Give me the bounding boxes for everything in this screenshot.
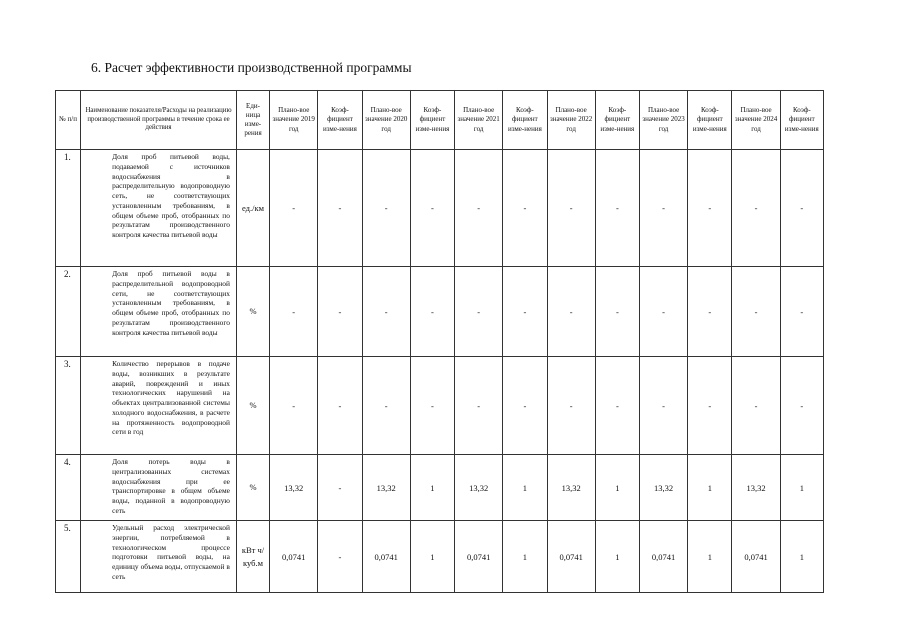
header-plan-0: Плано-вое значение 2019 год bbox=[270, 91, 318, 150]
header-name: Наименование показателя/Расходы на реализацию производственной программы в течение срока ее действия bbox=[81, 91, 237, 150]
coef-cell: 1 bbox=[688, 455, 732, 521]
coef-cell: 1 bbox=[410, 521, 454, 593]
plan-value-cell: - bbox=[270, 150, 318, 267]
coef-cell: 1 bbox=[595, 521, 639, 593]
coef-cell: 1 bbox=[410, 455, 454, 521]
efficiency-table bbox=[55, 90, 824, 593]
coef-cell: - bbox=[318, 357, 362, 455]
plan-value-cell: 0,0741 bbox=[547, 521, 595, 593]
coef-cell: 1 bbox=[688, 521, 732, 593]
coef-cell: - bbox=[503, 150, 547, 267]
coef-cell: - bbox=[503, 267, 547, 357]
plan-value-cell: - bbox=[639, 357, 687, 455]
coef-cell: - bbox=[410, 267, 454, 357]
plan-value-cell: - bbox=[547, 150, 595, 267]
plan-value-cell: 0,0741 bbox=[362, 521, 410, 593]
coef-cell: - bbox=[595, 357, 639, 455]
row-number: 3. bbox=[56, 357, 81, 455]
coef-cell: - bbox=[318, 267, 362, 357]
coef-cell: - bbox=[688, 267, 732, 357]
unit-cell: кВт ч/куб.м bbox=[236, 521, 269, 593]
coef-cell: - bbox=[688, 357, 732, 455]
plan-value-cell: 13,32 bbox=[732, 455, 780, 521]
plan-value-cell: - bbox=[362, 357, 410, 455]
header-coef-5: Коэф-фициент изме-нения bbox=[780, 91, 823, 150]
plan-value-cell: - bbox=[732, 357, 780, 455]
coef-cell: - bbox=[595, 150, 639, 267]
indicator-name: Удельный расход электрической энергии, потребляемой в технологическом процессе подготовки питьевой воды, на единицу объема воды, отпускаемой в сеть bbox=[81, 521, 237, 593]
table-row bbox=[56, 357, 824, 455]
header-coef-1: Коэф-фициент изме-нения bbox=[410, 91, 454, 150]
plan-value-cell: 13,32 bbox=[639, 455, 687, 521]
plan-value-cell: 0,0741 bbox=[455, 521, 503, 593]
coef-cell: - bbox=[503, 357, 547, 455]
header-coef-0: Коэф-фициент изме-нения bbox=[318, 91, 362, 150]
header-coef-4: Коэф-фициент изме-нения bbox=[688, 91, 732, 150]
coef-cell: - bbox=[780, 357, 823, 455]
indicator-name: Доля проб питьевой воды, подаваемой с источников водоснабжения в распределительную водопроводную сеть, не соответствующих установленным требованиям, в общем объеме проб, отобранных по результатам производственного контроля качества питьевой воды bbox=[81, 150, 237, 267]
plan-value-cell: - bbox=[732, 267, 780, 357]
row-number: 4. bbox=[56, 455, 81, 521]
plan-value-cell: 13,32 bbox=[455, 455, 503, 521]
plan-value-cell: 0,0741 bbox=[270, 521, 318, 593]
header-plan-5: Плано-вое значение 2024 год bbox=[732, 91, 780, 150]
plan-value-cell: - bbox=[270, 357, 318, 455]
header-plan-4: Плано-вое значение 2023 год bbox=[639, 91, 687, 150]
plan-value-cell: - bbox=[362, 150, 410, 267]
coef-cell: - bbox=[780, 267, 823, 357]
row-number: 1. bbox=[56, 150, 81, 267]
plan-value-cell: 13,32 bbox=[547, 455, 595, 521]
coef-cell: - bbox=[318, 150, 362, 267]
indicator-name: Доля проб питьевой воды в распределительной водопроводной сети, не соответствующих установленным требованиям, в общем объеме проб, отобранных по результатам производственного контроля качества питьевой воды bbox=[81, 267, 237, 357]
plan-value-cell: - bbox=[455, 150, 503, 267]
coef-cell: - bbox=[595, 267, 639, 357]
table-row bbox=[56, 150, 824, 267]
header-plan-1: Плано-вое значение 2020 год bbox=[362, 91, 410, 150]
table-header-row bbox=[56, 91, 824, 150]
coef-cell: 1 bbox=[503, 455, 547, 521]
plan-value-cell: - bbox=[362, 267, 410, 357]
header-plan-3: Плано-вое значение 2022 год bbox=[547, 91, 595, 150]
coef-cell: - bbox=[688, 150, 732, 267]
plan-value-cell: - bbox=[455, 357, 503, 455]
plan-value-cell: - bbox=[639, 267, 687, 357]
coef-cell: - bbox=[780, 150, 823, 267]
plan-value-cell: - bbox=[547, 267, 595, 357]
plan-value-cell: - bbox=[732, 150, 780, 267]
unit-cell: % bbox=[236, 455, 269, 521]
coef-cell: - bbox=[410, 357, 454, 455]
plan-value-cell: - bbox=[547, 357, 595, 455]
table-row bbox=[56, 455, 824, 521]
plan-value-cell: 13,32 bbox=[270, 455, 318, 521]
coef-cell: 1 bbox=[780, 455, 823, 521]
coef-cell: 1 bbox=[780, 521, 823, 593]
coef-cell: - bbox=[318, 455, 362, 521]
indicator-name: Количество перерывов в подаче воды, возникших в результате аварий, повреждений и иных технологических нарушений на объектах централизованной системы холодного водоснабжения, в расчете на протяженность водопроводной сети в год bbox=[81, 357, 237, 455]
plan-value-cell: - bbox=[270, 267, 318, 357]
header-plan-2: Плано-вое значение 2021 год bbox=[455, 91, 503, 150]
row-number: 2. bbox=[56, 267, 81, 357]
unit-cell: % bbox=[236, 357, 269, 455]
table-row bbox=[56, 521, 824, 593]
plan-value-cell: 13,32 bbox=[362, 455, 410, 521]
header-num: № п/п bbox=[56, 91, 81, 150]
plan-value-cell: - bbox=[455, 267, 503, 357]
header-coef-2: Коэф-фициент изме-нения bbox=[503, 91, 547, 150]
plan-value-cell: 0,0741 bbox=[732, 521, 780, 593]
indicator-name: Доля потерь воды в централизованных системах водоснабжения при ее транспортировке в общем объеме воды, поданной в водопроводную сеть bbox=[81, 455, 237, 521]
unit-cell: ед./км bbox=[236, 150, 269, 267]
plan-value-cell: - bbox=[639, 150, 687, 267]
table-row bbox=[56, 267, 824, 357]
coef-cell: 1 bbox=[595, 455, 639, 521]
header-unit: Еди-ница изме-рения bbox=[236, 91, 269, 150]
table-body bbox=[56, 150, 824, 593]
coef-cell: 1 bbox=[503, 521, 547, 593]
header-coef-3: Коэф-фициент изме-нения bbox=[595, 91, 639, 150]
unit-cell: % bbox=[236, 267, 269, 357]
row-number: 5. bbox=[56, 521, 81, 593]
coef-cell: - bbox=[410, 150, 454, 267]
document-title: 6. Расчет эффективности производственной программы bbox=[91, 60, 412, 75]
plan-value-cell: 0,0741 bbox=[639, 521, 687, 593]
coef-cell: - bbox=[318, 521, 362, 593]
